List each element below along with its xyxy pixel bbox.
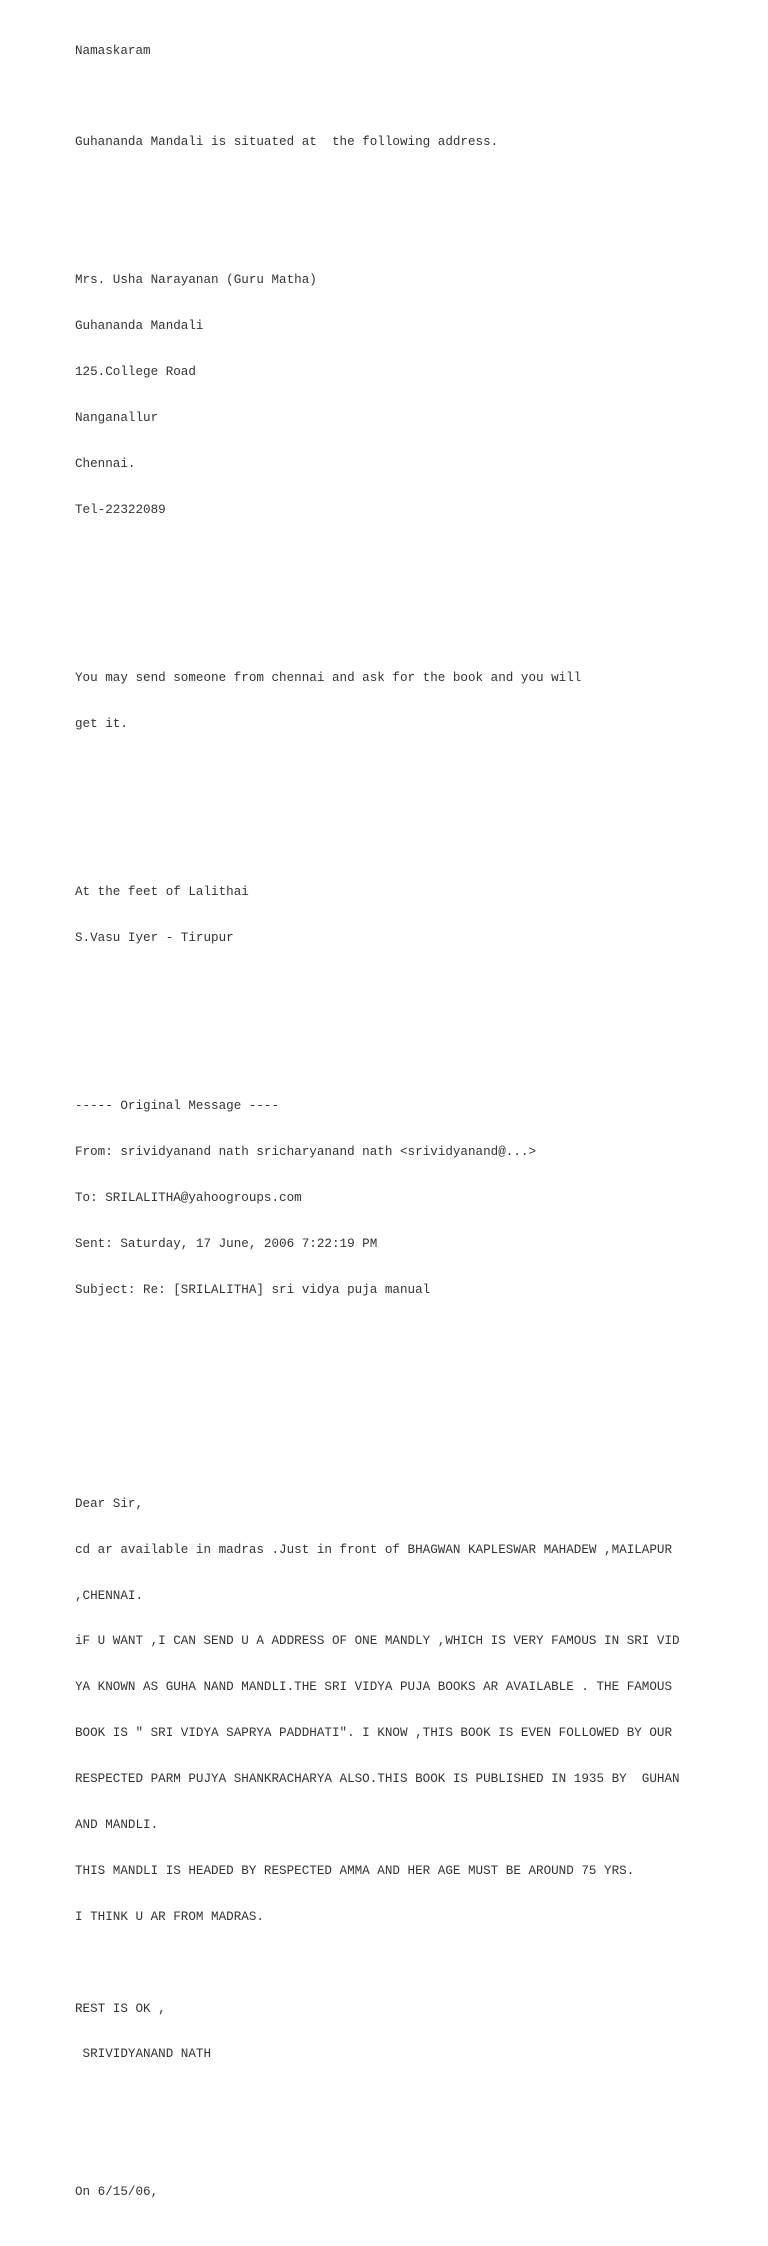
address-line: 125.College Road [75, 364, 196, 379]
blank-line [75, 1359, 755, 1374]
body-line: AND MANDLI. [75, 1818, 159, 1833]
from-field: From: srividyanand nath sricharyanand nath <srividyanand@...> [75, 1144, 537, 1159]
sent-field: Sent: Saturday, 17 June, 2006 7:22:19 PM [75, 1236, 378, 1251]
body-line: cd ar available in madras .Just in front of BHAGWAN KAPLESWAR MAHADEW ,MAILAPUR [75, 1542, 673, 1557]
body-line: BOOK IS " SRI VIDYA SAPRYA PADDHATI". I KNOW ,THIS BOOK IS EVEN FOLLOWED BY OUR [75, 1726, 673, 1741]
blank-line [75, 181, 755, 196]
blank-line [75, 1007, 755, 1022]
body-line: iF U WANT ,I CAN SEND U A ADDRESS OF ONE MANDLY ,WHICH IS VERY FAMOUS IN SRI VID [75, 1634, 680, 1649]
subject-field: Subject: Re: [SRILALITHA] sri vidya puja manual [75, 1282, 431, 1297]
address-line: Chennai. [75, 456, 136, 471]
body-line: I THINK U AR FROM MADRAS. [75, 1909, 264, 1924]
email-document [75, 13, 755, 2246]
address-line: Mrs. Usha Narayanan (Guru Matha) [75, 273, 317, 288]
signature-block [75, 854, 755, 976]
address-line: Nanganallur [75, 410, 159, 425]
address-phone: Tel-22322089 [75, 502, 166, 517]
blank-line [75, 579, 755, 594]
advice-line: get it. [75, 716, 128, 731]
salutation: Dear Sir, [75, 1496, 144, 1511]
closing-line: REST IS OK , [75, 2001, 166, 2016]
signature-name: S.Vasu Iyer - Tirupur [75, 930, 234, 945]
to-field: To: SRILALITHA@yahoogroups.com [75, 1190, 302, 1205]
body-line: YA KNOWN AS GUHA NAND MANDLI.THE SRI VIDYA PUJA BOOKS AR AVAILABLE . THE FAMOUS [75, 1680, 673, 1695]
trailer-line: On 6/15/06, [75, 2185, 159, 2200]
advice-paragraph [75, 640, 755, 762]
blank-line [75, 2093, 755, 2108]
blank-line [75, 89, 755, 104]
address-block [75, 242, 755, 548]
greeting: Namaskaram [75, 43, 151, 58]
intro-line: Guhananda Mandali is situated at the following address. [75, 135, 499, 150]
original-message-separator: ----- Original Message ---- [75, 1099, 280, 1114]
signature-line: At the feet of Lalithai [75, 884, 249, 899]
blank-line [75, 2139, 755, 2154]
body-line: RESPECTED PARM PUJYA SHANKRACHARYA ALSO.THIS BOOK IS PUBLISHED IN 1935 BY GUHAN [75, 1772, 680, 1787]
original-message-header [75, 1068, 755, 1328]
quoted-message-body [75, 1466, 755, 2231]
body-line: THIS MANDLI IS HEADED BY RESPECTED AMMA AND HER AGE MUST BE AROUND 75 YRS. [75, 1863, 635, 1878]
blank-line [75, 1405, 755, 1420]
blank-line [75, 793, 755, 808]
body-line: ,CHENNAI. [75, 1588, 144, 1603]
blank-line [75, 1956, 755, 1971]
closing-name: SRIVIDYANAND NATH [75, 2047, 212, 2062]
advice-line: You may send someone from chennai and ask for the book and you will [75, 670, 582, 685]
address-line: Guhananda Mandali [75, 318, 204, 333]
